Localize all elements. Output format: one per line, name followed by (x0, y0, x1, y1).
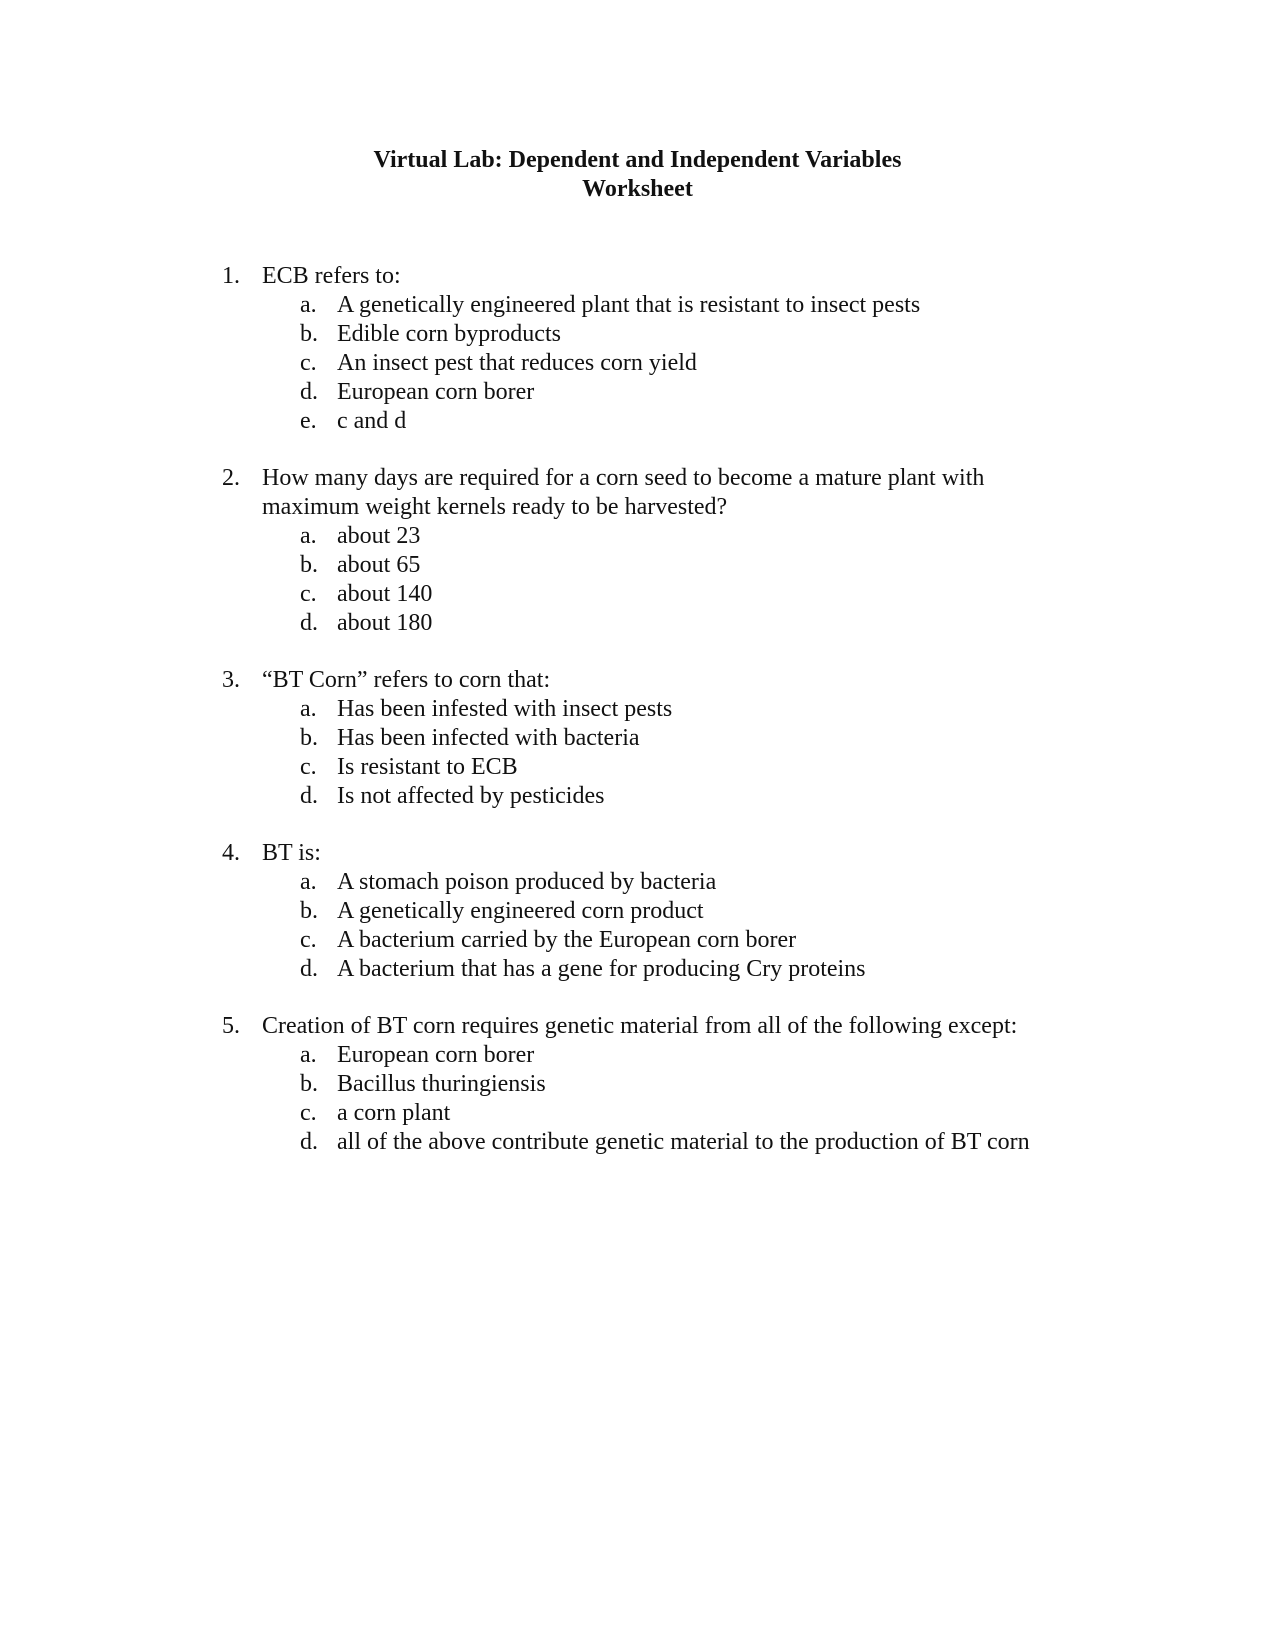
option-list (262, 695, 1122, 811)
question-number: 4. (222, 840, 240, 866)
option-b (262, 724, 1122, 753)
question-text-line: BT is: (262, 840, 321, 866)
question-text (262, 1012, 1122, 1041)
option-text: European corn borer (337, 379, 535, 405)
question-number: 5. (222, 1013, 240, 1039)
option-letter: d. (300, 1129, 318, 1155)
option-list (262, 522, 1122, 638)
option-letter: a. (300, 523, 317, 549)
option-letter: e. (300, 408, 317, 434)
option-text: European corn borer (337, 1042, 535, 1068)
question-number: 1. (222, 263, 240, 289)
question-4 (222, 839, 1122, 984)
option-text: about 180 (337, 610, 433, 636)
option-text: Is resistant to ECB (337, 754, 518, 780)
option-text: A bacterium that has a gene for producing Cry proteins (337, 956, 866, 982)
option-letter: b. (300, 552, 318, 578)
title-line-1: Virtual Lab: Dependent and Independent Variables (373, 147, 902, 173)
option-letter: a. (300, 1042, 317, 1068)
question-1 (222, 262, 1122, 436)
option-letter: d. (300, 610, 318, 636)
option-d (262, 782, 1122, 811)
option-letter: a. (300, 869, 317, 895)
option-d (262, 378, 1122, 407)
option-a (262, 1041, 1122, 1070)
question-3 (222, 666, 1122, 811)
option-text: all of the above contribute genetic material to the production of BT corn (337, 1129, 1030, 1155)
option-letter: a. (300, 696, 317, 722)
option-c (262, 580, 1122, 609)
option-d (262, 955, 1122, 984)
option-letter: c. (300, 350, 317, 376)
option-letter: d. (300, 379, 318, 405)
question-2 (222, 464, 1122, 638)
option-text: a corn plant (337, 1100, 451, 1126)
option-list (262, 868, 1122, 984)
option-text: A genetically engineered plant that is resistant to insect pests (337, 292, 921, 318)
option-c (262, 753, 1122, 782)
option-b (262, 320, 1122, 349)
option-c (262, 349, 1122, 378)
worksheet-title (0, 146, 1275, 204)
option-list (262, 1041, 1122, 1157)
option-text: Is not affected by pesticides (337, 783, 605, 809)
option-letter: b. (300, 725, 318, 751)
option-letter: d. (300, 783, 318, 809)
option-a (262, 522, 1122, 551)
option-e (262, 407, 1122, 436)
option-a (262, 695, 1122, 724)
option-b (262, 897, 1122, 926)
question-text-line: Creation of BT corn requires genetic material from all of the following except: (262, 1013, 1018, 1039)
option-text: Bacillus thuringiensis (337, 1071, 546, 1097)
option-list (262, 291, 1122, 436)
question-text (262, 839, 1122, 868)
question-text (262, 262, 1122, 291)
option-letter: a. (300, 292, 317, 318)
option-text: A stomach poison produced by bacteria (337, 869, 717, 895)
question-number: 2. (222, 465, 240, 491)
question-text-line: ECB refers to: (262, 263, 401, 289)
option-letter: c. (300, 581, 317, 607)
option-text: about 23 (337, 523, 421, 549)
option-text: A bacterium carried by the European corn borer (337, 927, 797, 953)
option-text: about 140 (337, 581, 433, 607)
option-letter: b. (300, 898, 318, 924)
option-letter: b. (300, 1071, 318, 1097)
question-text-line: How many days are required for a corn seed to become a mature plant with (262, 465, 985, 491)
option-letter: c. (300, 754, 317, 780)
option-text: c and d (337, 408, 407, 434)
option-letter: d. (300, 956, 318, 982)
option-text: A genetically engineered corn product (337, 898, 704, 924)
option-letter: c. (300, 927, 317, 953)
option-a (262, 868, 1122, 897)
option-c (262, 926, 1122, 955)
question-text (262, 464, 1122, 522)
option-text: Has been infested with insect pests (337, 696, 673, 722)
option-d (262, 1128, 1122, 1157)
option-text: about 65 (337, 552, 421, 578)
question-text (262, 666, 1122, 695)
option-a (262, 291, 1122, 320)
option-text: Has been infected with bacteria (337, 725, 640, 751)
question-number: 3. (222, 667, 240, 693)
option-text: Edible corn byproducts (337, 321, 561, 347)
option-b (262, 1070, 1122, 1099)
option-letter: c. (300, 1100, 317, 1126)
option-text: An insect pest that reduces corn yield (337, 350, 697, 376)
question-text-line: maximum weight kernels ready to be harvested? (262, 494, 728, 520)
option-letter: b. (300, 321, 318, 347)
option-c (262, 1099, 1122, 1128)
question-5 (222, 1012, 1122, 1157)
question-list (222, 262, 1122, 1185)
option-b (262, 551, 1122, 580)
title-line-2: Worksheet (582, 176, 693, 202)
option-d (262, 609, 1122, 638)
question-text-line: “BT Corn” refers to corn that: (262, 667, 551, 693)
